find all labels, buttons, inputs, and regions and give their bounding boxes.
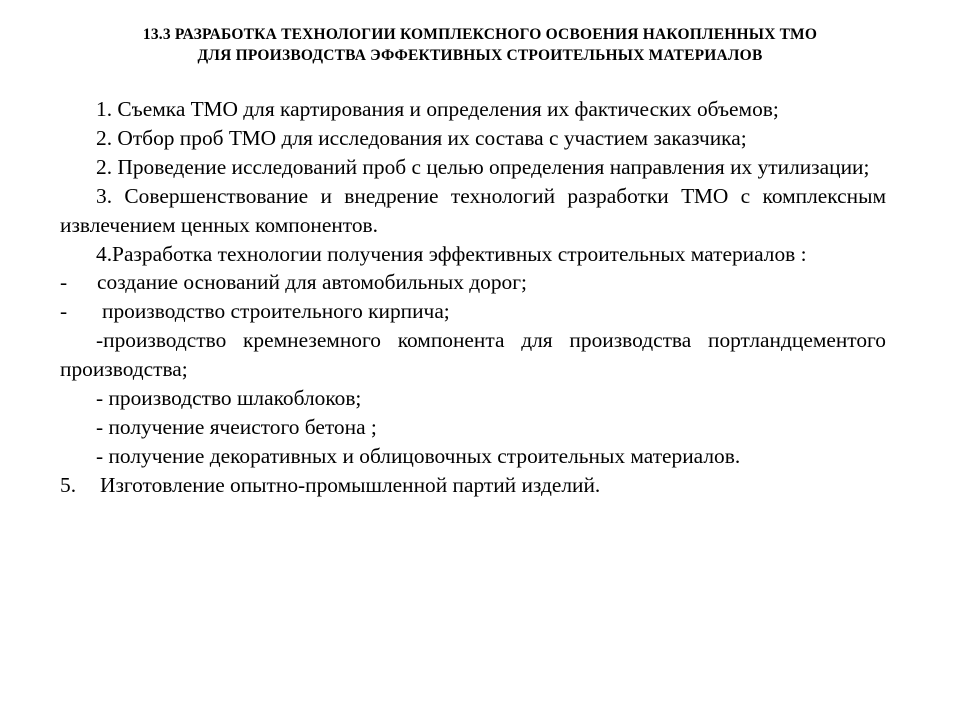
sub-item-bricks [60,297,886,326]
list-item-survey: 1. Съемка ТМО для картирования и определения их фактических объемов; [96,97,779,121]
slide-body [60,95,886,500]
list-item-technology-improvement: 3. Совершенствование и внедрение технологий разработки ТМО с комплексным извлечением ценных компонентов. [60,183,886,237]
list-item-research: 2. Проведение исследований проб с целью определения направления их утилизации; [96,154,870,179]
slide-title [30,24,930,66]
slide-title-line-1: 13.3 РАЗРАБОТКА ТЕХНОЛОГИИ КОМПЛЕКСНОГО ОСВОЕНИЯ НАКОПЛЕННЫХ ТМО [142,26,818,43]
dash-marker: - [60,299,68,324]
sub-item-decorative-materials: - получение декоративных и облицовочных строительных материалов. [96,443,741,468]
dash-marker: - [60,270,68,295]
sub-item-cinder-blocks: - производство шлакоблоков; [96,386,362,411]
list-item-sampling: 2. Отбор проб ТМО для исследования их состава с участием заказчика; [96,125,747,150]
slide-title-line-2: ДЛЯ ПРОИЗВОДСТВА ЭФФЕКТИВНЫХ СТРОИТЕЛЬНЫХ МАТЕРИАЛОВ [197,47,763,64]
list-item-text: Изготовление опытно-промышленной партий изделий. [100,472,601,497]
sub-item-cellular-concrete: - получение ячеистого бетона ; [96,414,377,439]
sub-item-text: создание оснований для автомобильных дорог; [97,270,527,295]
list-item-pilot-batch [60,471,886,500]
sub-item-silica-component: -производство кремнеземного компонента для производства портландцементого производства; [60,328,886,382]
list-item-materials-development: 4.Разработка технологии получения эффективных строительных материалов : [96,241,807,266]
sub-item-road-bases [60,268,886,297]
number-marker: 5. [60,472,77,497]
sub-item-text: производство строительного кирпича; [102,299,450,324]
